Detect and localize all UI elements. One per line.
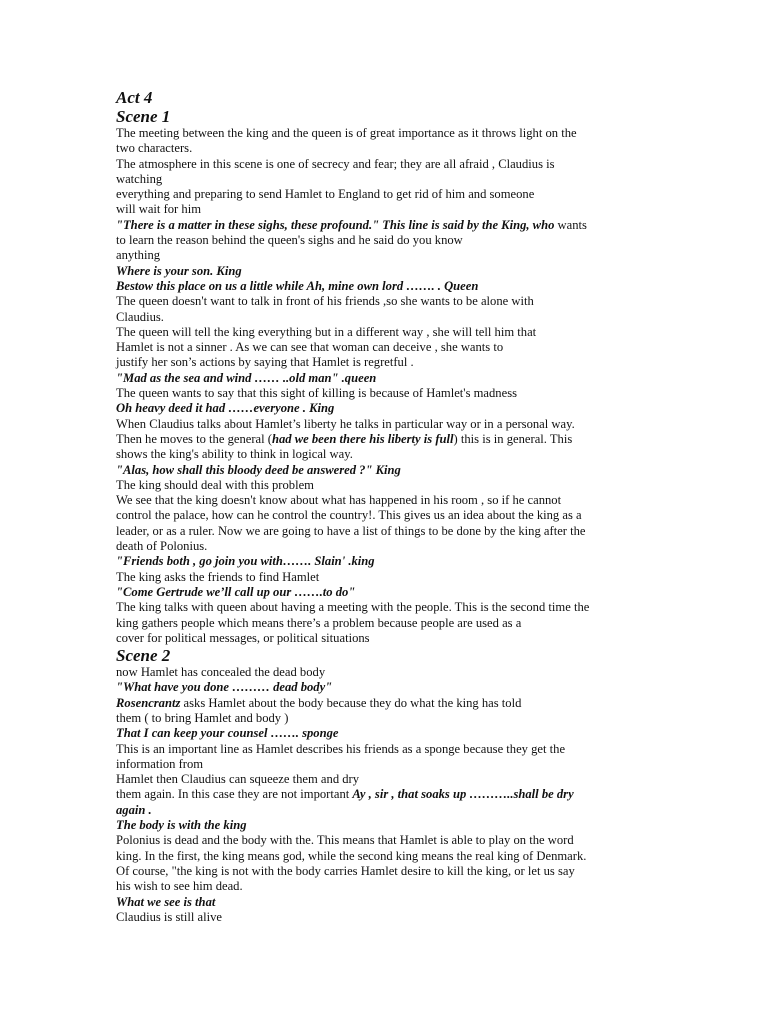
text-line: leader, or as a ruler. Now we are going to have a list of things to be done by the king after the xyxy=(116,523,586,538)
quote-fragment: Rosencrantz xyxy=(116,695,181,710)
quote-line: "Alas, how shall this bloody deed be answered ?" King xyxy=(116,462,401,477)
text-line: anything xyxy=(116,248,161,263)
text-line: Of course, "the king is not with the body carries Hamlet desire to kill the king, or let us say xyxy=(116,863,575,878)
text-line xyxy=(116,696,656,711)
text-line: The atmosphere in this scene is one of secrecy and fear; they are all afraid , Claudius is xyxy=(116,156,555,171)
text-line xyxy=(116,787,656,802)
text-line: When Claudius talks about Hamlet’s liberty he talks in particular way or in a personal way. xyxy=(116,416,575,431)
text-line: king gathers people which means there’s a problem because people are used as a xyxy=(116,615,522,630)
text-line: The queen will tell the king everything but in a different way , she will tell him that xyxy=(116,324,537,339)
text-line: information from xyxy=(116,756,204,771)
quote-line xyxy=(116,218,656,233)
text-line: control the palace, how can he control the country!. This gives us an idea about the king as a xyxy=(116,508,582,523)
quote-line: Oh heavy deed it had ……everyone . King xyxy=(116,401,335,416)
quote-line: That I can keep your counsel ……. sponge xyxy=(116,726,339,741)
text-line: death of Polonius. xyxy=(116,539,208,554)
text-line: Claudius. xyxy=(116,309,164,324)
text-line: them ( to bring Hamlet and body ) xyxy=(116,710,289,725)
text-line: Polonius is dead and the body with the. This means that Hamlet is able to play on the word xyxy=(116,833,574,848)
quote-line: "Come Gertrude we’ll call up our …….to do" xyxy=(116,584,356,599)
text-line: now Hamlet has concealed the dead body xyxy=(116,665,326,680)
text-line: We see that the king doesn't know about what has happened in his room , so if he cannot xyxy=(116,493,562,508)
quote-line: again . xyxy=(116,802,152,817)
text-line: Hamlet is not a sinner . As we can see that woman can deceive , she wants to xyxy=(116,340,504,355)
text-line: justify her son’s actions by saying that Hamlet is regretful . xyxy=(116,355,414,370)
text-line: The king should deal with this problem xyxy=(116,477,314,492)
quote-fragment: had we been there his liberty is full xyxy=(271,431,454,446)
text-line: cover for political messages, or political situations xyxy=(116,630,370,645)
quote-line: "What have you done ……… dead body" xyxy=(116,680,333,695)
text-line: The queen doesn't want to talk in front of his friends ,so she wants to be alone with xyxy=(116,294,534,309)
text-fragment: them again. In this case they are not important xyxy=(116,787,353,802)
text-fragment: ) this is in general. This xyxy=(453,431,573,446)
text-fragment: wants xyxy=(554,217,587,232)
text-fragment: asks Hamlet about the body because they do what the king has told xyxy=(180,695,522,710)
text-line: two characters. xyxy=(116,141,193,156)
quote-fragment: Ay , sir , that soaks up ………..shall be dry xyxy=(352,787,574,802)
text-line: The meeting between the king and the queen is of great importance as it throws light on the xyxy=(116,126,577,140)
text-line: The king talks with queen about having a meeting with the people. This is the second time the xyxy=(116,600,590,615)
text-line: king. In the first, the king means god, while the second king means the real king of Denmark. xyxy=(116,848,587,863)
text-line: everything and preparing to send Hamlet to England to get rid of him and someone xyxy=(116,187,535,202)
text-line: Hamlet then Claudius can squeeze them and dry xyxy=(116,772,360,787)
quote-line: "Mad as the sea and wind …… ..old man" .queen xyxy=(116,370,377,385)
document-page xyxy=(116,88,656,925)
text-line: shows the king's ability to think in logical way. xyxy=(116,447,353,462)
text-line: The king asks the friends to find Hamlet xyxy=(116,569,320,584)
text-line: his wish to see him dead. xyxy=(116,879,243,894)
quote-line: Bestow this place on us a little while Ah, mine own lord ……. . Queen xyxy=(116,278,479,293)
text-line xyxy=(116,432,656,447)
quote-line: Where is your son. King xyxy=(116,263,242,278)
quote-line: The body is with the king xyxy=(116,818,247,833)
scene1-heading: Scene 1 xyxy=(116,107,171,126)
text-line: watching xyxy=(116,171,163,186)
text-line: Claudius is still alive xyxy=(116,909,222,924)
quote-line: What we see is that xyxy=(116,894,216,909)
quote-text: "There is a matter in these sighs, these profound." This line is said by the King, who xyxy=(116,217,555,232)
text-line: This is an important line as Hamlet describes his friends as a sponge because they get the xyxy=(116,741,566,756)
text-fragment: Then he moves to the general ( xyxy=(116,431,272,446)
scene2-heading: Scene 2 xyxy=(116,646,171,666)
text-line: The queen wants to say that this sight of killing is because of Hamlet's madness xyxy=(116,386,517,401)
text-line: to learn the reason behind the queen's sighs and he said do you know xyxy=(116,233,463,248)
act-heading: Act 4 xyxy=(116,88,153,107)
quote-line: "Friends both , go join you with……. Slain' .king xyxy=(116,554,375,569)
text-line: will wait for him xyxy=(116,202,201,217)
